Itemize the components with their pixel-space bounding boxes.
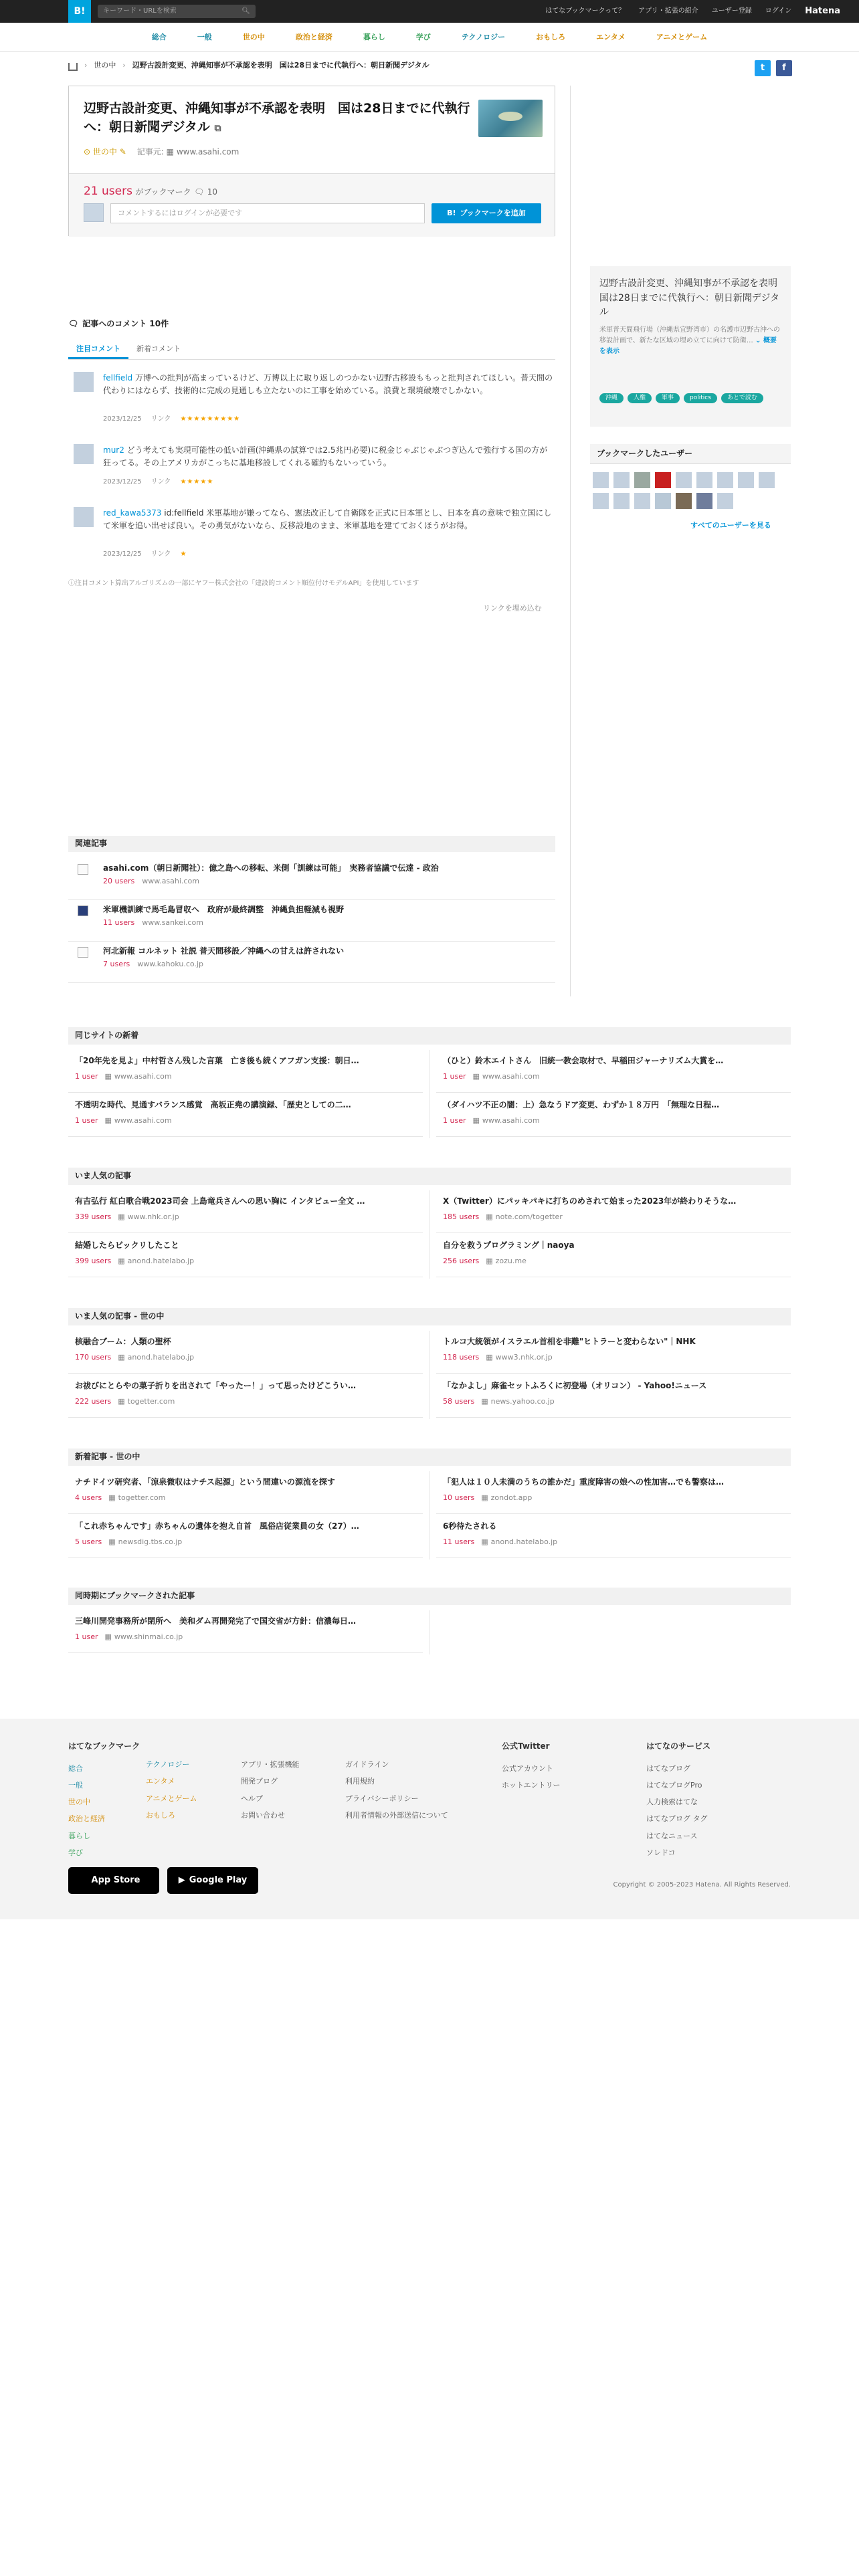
favicon-icon: ▦ — [108, 1493, 116, 1502]
nav-item[interactable]: テクノロジー — [461, 32, 506, 41]
article-domain[interactable]: anond.hatelabo.jp — [127, 1257, 195, 1265]
article-users[interactable]: 118 users — [443, 1353, 480, 1362]
play-icon: ▶ — [178, 1874, 185, 1885]
favicon-icon: ▦ — [486, 1212, 493, 1221]
footer-link[interactable]: はてなブログPro — [646, 1780, 702, 1790]
favicon-icon: ▦ — [481, 1397, 488, 1406]
twitter-share-icon[interactable]: t — [755, 60, 771, 76]
entry-category[interactable]: ⊙ 世の中 ✎ — [84, 147, 126, 156]
article-title[interactable]: 「これ赤ちゃんです」赤ちゃんの遺体を抱え自首 風俗店従業員の女（27）… — [75, 1521, 359, 1531]
article-domain[interactable]: www.asahi.com — [114, 1072, 172, 1081]
article-card[interactable] — [68, 1190, 423, 1233]
bookmark-icon: B! — [447, 209, 456, 218]
footer-services-links — [646, 1760, 710, 1862]
section-heading: 新着記事 - 世の中 — [68, 1448, 791, 1466]
comment-body — [103, 507, 554, 532]
related-title[interactable]: 河北新報 コルネット 社説 普天間移設／沖縄への甘えは許されない — [103, 946, 345, 956]
article-title[interactable]: お祓びにとらやの菓子折りを出されて「やったー！」って思ったけどこうい… — [75, 1381, 357, 1390]
footer-link[interactable]: 人力検索はてな — [646, 1798, 698, 1807]
bookmark-bar — [69, 173, 555, 237]
article-card[interactable] — [68, 1331, 423, 1374]
article-card[interactable] — [68, 1375, 423, 1418]
comments-heading-text: 記事へのコメント 10件 — [82, 319, 169, 328]
app-store-button[interactable] — [68, 1867, 159, 1894]
article-meta — [75, 1256, 194, 1267]
comment-input[interactable]: コメントするにはログインが必要です — [110, 203, 425, 223]
footer-link[interactable]: はてなブログ タグ — [646, 1814, 708, 1824]
external-link-icon[interactable]: ⧉ — [214, 122, 221, 134]
article-domain[interactable]: www.asahi.com — [114, 1116, 172, 1125]
article-card[interactable] — [68, 1515, 423, 1558]
article-domain[interactable]: anond.hatelabo.jp — [127, 1353, 195, 1362]
top-link[interactable]: ログイン — [765, 7, 792, 15]
nav-item[interactable]: 政治と経済 — [295, 32, 332, 41]
footer-link[interactable]: 政治と経済 — [68, 1814, 105, 1824]
article-title[interactable]: 不透明な時代、見通すバランス感覚 高坂正堯の講演録、「歴史としての二… — [75, 1100, 351, 1109]
article-card[interactable] — [436, 1094, 791, 1137]
article-meta — [443, 1493, 532, 1503]
comment-footer — [103, 477, 213, 488]
entry-box — [68, 86, 555, 236]
user-avatar[interactable] — [717, 472, 733, 488]
article-title[interactable]: 自分を救うプログラミング｜naoya — [443, 1241, 575, 1250]
article-users[interactable]: 1 user — [443, 1072, 466, 1081]
favicon-icon — [78, 905, 88, 916]
comment-text: 万博への批判が高まっているけど、万博以上に取り返しのつかない辺野古移設ももっと批判されてほしい。普天間の代わりにはならず、技術的に完成の見通しも立たないのに工事を始めている。浪費と環境破壊でしかない。 — [103, 373, 553, 396]
footer-link[interactable]: おもしろ — [146, 1810, 175, 1820]
favicon-icon: ▦ — [481, 1537, 488, 1546]
app-store-label: App Store — [91, 1874, 140, 1885]
related-title[interactable]: 米軍機訓練で馬毛島冒収へ 政府が最終調整 沖縄負担軽減も視野 — [103, 905, 345, 914]
footer-link[interactable]: エンタメ — [146, 1777, 175, 1786]
article-meta — [75, 1212, 179, 1222]
show-summary-label: 概要を表示 — [599, 337, 777, 355]
comments-heading — [68, 318, 169, 330]
article-users[interactable]: 339 users — [75, 1212, 112, 1221]
related-meta — [103, 876, 199, 887]
article-domain[interactable]: www.asahi.com — [482, 1116, 540, 1125]
footer-link[interactable]: お問い合わせ — [241, 1810, 285, 1820]
article-meta — [443, 1352, 553, 1363]
favicon-icon: ▦ — [472, 1116, 480, 1125]
favicon-icon: ▦ — [118, 1397, 125, 1406]
avatar — [84, 203, 104, 222]
article-users[interactable]: 1 user — [75, 1116, 98, 1125]
article-meta — [75, 1537, 182, 1547]
tag-chip[interactable]: 人権 — [628, 393, 652, 403]
article-meta — [75, 1352, 194, 1363]
avatar[interactable] — [74, 444, 94, 464]
top-link[interactable]: はてなブックマークって？ — [545, 7, 626, 15]
article-users[interactable]: 256 users — [443, 1257, 480, 1265]
tag-chip[interactable]: あとで読む — [721, 393, 763, 403]
article-card[interactable] — [436, 1050, 791, 1093]
article-card[interactable] — [436, 1190, 791, 1233]
top-links — [545, 0, 840, 23]
favicon-icon: ▦ — [104, 1072, 112, 1081]
entry-meta — [84, 146, 239, 158]
article-card[interactable] — [436, 1331, 791, 1374]
related-item[interactable] — [68, 859, 555, 900]
comment-date[interactable]: 2023/12/25 — [103, 478, 142, 486]
footer-twitter-title: 公式Twitter — [502, 1741, 550, 1751]
footer-link[interactable]: テクノロジー — [146, 1760, 190, 1769]
article-meta — [75, 1396, 175, 1407]
favicon-icon: ▦ — [472, 1072, 480, 1081]
footer-link[interactable]: ソレドコ — [646, 1848, 676, 1858]
article-title[interactable]: ナチドイツ研究者、「涼泉微収はナチス起源」という間違いの源流を探す — [75, 1477, 335, 1487]
footer-link[interactable]: プライバシーポリシー — [345, 1794, 419, 1803]
user-avatar[interactable] — [676, 472, 692, 488]
favicon-icon: ▦ — [486, 1257, 493, 1265]
nav-item[interactable]: 世の中 — [242, 32, 265, 41]
top-link[interactable]: アプリ・拡張の紹介 — [638, 7, 698, 15]
article-users[interactable]: 399 users — [75, 1257, 112, 1265]
comment-tab[interactable]: 注目コメント — [68, 340, 128, 359]
favicon-icon: ▦ — [108, 1537, 116, 1546]
article-meta — [443, 1115, 540, 1126]
article-meta — [443, 1212, 563, 1222]
article-users[interactable]: 170 users — [75, 1353, 112, 1362]
related-users[interactable]: 11 users — [103, 918, 135, 927]
user-avatar[interactable] — [738, 472, 754, 488]
footer-links-col4 — [345, 1756, 448, 1824]
article-card[interactable] — [68, 1050, 423, 1093]
section-heading: 同時期にブックマークされた記事 — [68, 1588, 791, 1605]
comment-body — [103, 444, 554, 469]
footer-link[interactable]: 利用規約 — [345, 1777, 375, 1786]
comment-link[interactable]: リンク — [151, 478, 171, 486]
article-users[interactable]: 222 users — [75, 1397, 112, 1406]
comment-user[interactable]: mur2 — [103, 445, 124, 455]
footer-link[interactable]: ホットエントリー — [502, 1780, 561, 1790]
article-domain[interactable]: news.yahoo.co.jp — [490, 1397, 555, 1406]
article-title[interactable]: 有吉弘行 紅白歌合戦2023司会 上島竜兵さんへの思い胸に インタビュー全文 … — [75, 1196, 365, 1206]
comment-count: 10 — [207, 187, 218, 197]
footer-cats1 — [68, 1760, 140, 1862]
show-summary-link[interactable]: ⌄ 概要を表示 — [599, 337, 777, 355]
copyright: Copyright © 2005-2023 Hatena. All Rights Reserved. — [613, 1881, 791, 1889]
article-users[interactable]: 185 users — [443, 1212, 480, 1221]
article-card[interactable] — [436, 1375, 791, 1418]
footer-link[interactable]: 公式アカウント — [502, 1763, 553, 1773]
article-domain[interactable]: zozu.me — [495, 1257, 527, 1265]
facebook-share-icon[interactable]: f — [776, 60, 792, 76]
bookmark-count — [84, 183, 217, 200]
tag-chip[interactable]: 沖縄 — [599, 393, 624, 403]
hatena-brand[interactable]: Hatena — [805, 5, 840, 16]
comment-tabs — [68, 340, 555, 360]
article-domain[interactable]: www.asahi.com — [482, 1072, 540, 1081]
tag-chip[interactable]: 軍事 — [656, 393, 680, 403]
comment-tab[interactable]: 新着コメント — [136, 344, 181, 353]
entry-domain[interactable]: www.asahi.com — [176, 147, 240, 156]
comment-text: id:fellfield 米軍基地が嫌ってなら、憲法改正して自衛隊を正式に日本軍とし、日本を真の意味で独立国にして米軍を追い出せば良い。その勇気がないなら、反移設地のまま、米軍基地を建てておくほうがお得。 — [103, 508, 552, 531]
comment-algorithm-note: ⓘ注目コメント算出アルゴリズムの一部にヤフー株式会社の「建設的コメント順位付けモデルAPI」を使用しています — [68, 580, 419, 587]
footer — [0, 1719, 859, 1919]
tag-chip[interactable]: politics — [684, 393, 717, 403]
add-bookmark-label: ブックマークを追加 — [460, 209, 526, 218]
nav-item[interactable]: エンタメ — [596, 32, 626, 41]
article-domain[interactable]: www.nhk.or.jp — [127, 1212, 179, 1221]
comment-icon: 🗨︎ — [68, 319, 79, 328]
footer-link[interactable]: はてなニュース — [646, 1831, 698, 1840]
article-meta — [443, 1256, 527, 1267]
section-heading: いま人気の記事 - 世の中 — [68, 1308, 791, 1325]
article-domain[interactable]: zondot.app — [490, 1493, 533, 1502]
footer-link[interactable]: はてなブログ — [646, 1763, 690, 1773]
footer-cats2 — [146, 1756, 197, 1824]
article-domain[interactable]: togetter.com — [118, 1493, 166, 1502]
footer-link[interactable]: アプリ・拡張機能 — [241, 1760, 300, 1769]
article-card[interactable] — [436, 1515, 791, 1558]
search-icon[interactable]: 🔍︎ — [242, 7, 250, 15]
avatar[interactable] — [74, 507, 94, 527]
breadcrumb — [68, 60, 429, 71]
article-title[interactable]: 「なかよし」麻雀セットふろくに初登場（オリコン） - Yahoo!ニュース — [443, 1381, 707, 1390]
article-card[interactable] — [68, 1235, 423, 1277]
favicon-icon: ▦ — [118, 1257, 125, 1265]
footer-link[interactable]: 学び — [68, 1848, 83, 1858]
comment-link[interactable]: リンク — [151, 415, 171, 423]
breadcrumb-category[interactable]: 世の中 — [94, 61, 116, 70]
favicon-icon: ▦ — [486, 1353, 493, 1362]
article-users[interactable]: 4 users — [75, 1493, 102, 1502]
user-avatar[interactable] — [655, 472, 671, 488]
article-title[interactable]: 三峰川開発事務所が閉所へ 美和ダム再開発完了で国交省が方針：信濃毎日… — [75, 1616, 357, 1626]
favicon-icon: ▦ — [104, 1116, 112, 1125]
related-users[interactable]: 20 users — [103, 877, 135, 885]
category-nav — [0, 23, 859, 52]
nav-item[interactable]: 総合 — [151, 32, 167, 41]
footer-twitter-col — [502, 1737, 561, 1794]
avatar[interactable] — [74, 372, 94, 392]
comment-link[interactable]: リンク — [151, 550, 171, 558]
related-title[interactable]: asahi.com（朝日新聞社）：億之島への移転、米側「訓練は可能」 実務者協議で伝達 - 政治 — [103, 863, 439, 873]
user-avatar[interactable] — [593, 493, 609, 509]
column-divider — [570, 86, 571, 996]
user-avatar[interactable] — [613, 493, 630, 509]
footer-link[interactable]: ガイドライン — [345, 1760, 389, 1769]
section-heading: いま人気の記事 — [68, 1168, 791, 1185]
hatena-bookmark-logo[interactable]: B! — [68, 0, 91, 23]
article-card[interactable] — [436, 1235, 791, 1277]
comment-text: どう考えても実現可能性の低い計画(沖縄県の試算では2.5兆円必要)に税金じゃぶじゃぶつぎ込んで強行する国の方が狂ってる。その上アメリカがこっちに基地移設してくれる確約もないっていう。 — [103, 445, 548, 468]
nav-item[interactable]: おもしろ — [536, 32, 566, 41]
article-title[interactable]: （ひと）鈴木エイトさん 旧統一教会取材で、早稲田ジャーナリズム大賞を… — [443, 1056, 724, 1065]
comment-user[interactable]: fellfield — [103, 373, 133, 383]
sidebar-summary — [590, 266, 791, 427]
comment-footer — [103, 550, 187, 560]
nav-item[interactable]: 一般 — [197, 32, 212, 41]
article-title[interactable]: トルコ大統領がイスラエル首相を非難"ヒトラーと変わらない"｜NHK — [443, 1337, 696, 1346]
article-title[interactable]: 「20年先を見よ」中村哲さん残した言葉 亡き後も続くアフガン支援：朝日… — [75, 1056, 359, 1065]
article-users[interactable]: 1 user — [443, 1116, 466, 1125]
entry-title[interactable] — [84, 100, 472, 136]
article-card[interactable] — [68, 1094, 423, 1137]
footer-link[interactable]: 世の中 — [68, 1798, 90, 1807]
summary-text: 米軍普天間飛行場（沖縄県宜野湾市）の名護市辺野古沖への移設計画で、新たな区域の埋め立てに向けて防衛… — [599, 326, 780, 344]
google-play-button[interactable] — [167, 1867, 258, 1894]
article-title[interactable]: 6秒待たされる — [443, 1521, 497, 1531]
article-domain[interactable]: togetter.com — [127, 1397, 175, 1406]
entry-title-text[interactable]: 辺野古設計変更、沖縄知事が不承認を表明 国は28日までに代執行へ：朝日新聞デジタル — [84, 101, 470, 134]
related-domain[interactable]: www.sankei.com — [142, 918, 203, 927]
star-icon[interactable]: ★★★★★ — [180, 478, 214, 486]
comment-user[interactable]: red_kawa5373 — [103, 508, 162, 518]
search-placeholder: キーワード・URLを検索 — [103, 7, 177, 15]
favicon-icon: ▦ — [118, 1212, 125, 1221]
favicon-icon: ▦ — [104, 1632, 112, 1641]
article-users[interactable]: 10 users — [443, 1493, 475, 1502]
article-domain[interactable]: www3.nhk.or.jp — [495, 1353, 553, 1362]
comment-icon: 🗨︎ — [194, 187, 205, 197]
related-item[interactable] — [68, 942, 555, 983]
related-domain[interactable]: www.kahoku.co.jp — [137, 960, 203, 968]
favicon-icon — [78, 864, 88, 875]
nav-item[interactable]: アニメとゲーム — [656, 32, 708, 41]
article-meta — [75, 1071, 172, 1082]
footer-link[interactable]: 一般 — [68, 1780, 83, 1790]
article-meta — [75, 1632, 183, 1642]
article-domain[interactable]: note.com/togetter — [495, 1212, 563, 1221]
comment-date[interactable]: 2023/12/25 — [103, 415, 142, 423]
footer-link[interactable]: 総合 — [68, 1763, 83, 1773]
favicon-icon: ▦ — [118, 1353, 125, 1362]
article-card[interactable] — [68, 1471, 423, 1514]
footer-twitter-links — [502, 1760, 561, 1794]
section-heading: 同じサイトの新着 — [68, 1027, 791, 1045]
star-icon[interactable]: ★ — [180, 550, 187, 558]
footer-link[interactable]: 暮らし — [68, 1831, 90, 1840]
all-users-link[interactable]: すべてのユーザーを見る — [690, 521, 771, 530]
footer-links-col3 — [241, 1756, 300, 1824]
article-users[interactable]: 1 user — [75, 1632, 98, 1641]
related-item[interactable] — [68, 900, 555, 942]
entry-thumbnail[interactable] — [478, 100, 543, 137]
article-users[interactable]: 58 users — [443, 1397, 475, 1406]
article-title[interactable]: （ダイハツ不正の闇：上）急なうドア変更、わずか１８万円 「無理な日程… — [443, 1100, 720, 1109]
related-heading: 関連記事 — [68, 836, 555, 852]
user-avatar[interactable] — [634, 472, 650, 488]
edit-icon[interactable]: ✎ — [119, 147, 126, 156]
users-suffix: がブックマーク — [135, 187, 191, 197]
article-card[interactable] — [68, 1610, 423, 1653]
nav-item[interactable]: 学び — [415, 32, 431, 41]
article-title[interactable]: 結婚したらビックリしたこと — [75, 1241, 179, 1250]
user-avatar[interactable] — [717, 493, 733, 509]
user-avatar[interactable] — [634, 493, 650, 509]
article-meta — [75, 1115, 172, 1126]
favicon-icon: ▦ — [481, 1493, 488, 1502]
google-play-label: Google Play — [189, 1874, 248, 1885]
footer-link[interactable]: 利用者情報の外部送信について — [345, 1810, 448, 1820]
footer-link[interactable]: ヘルプ — [241, 1794, 263, 1803]
article-meta — [443, 1396, 555, 1407]
entry-category-label: 世の中 — [92, 147, 117, 156]
article-meta — [75, 1493, 165, 1503]
user-avatar[interactable] — [759, 472, 775, 488]
embed-link[interactable]: リンクを埋め込む — [483, 604, 542, 613]
article-card[interactable] — [436, 1471, 791, 1514]
related-domain[interactable]: www.asahi.com — [142, 877, 199, 885]
footer-bookmark-title: はてなブックマーク — [68, 1741, 140, 1751]
related-users[interactable]: 7 users — [103, 960, 130, 968]
article-users[interactable]: 1 user — [75, 1072, 98, 1081]
home-icon[interactable] — [68, 63, 78, 71]
top-bar — [0, 0, 859, 23]
footer-services-col — [646, 1737, 710, 1861]
comment-date[interactable]: 2023/12/25 — [103, 550, 142, 558]
user-avatar[interactable] — [655, 493, 671, 509]
bookmarked-users-title: ブックマークしたユーザー — [590, 444, 791, 464]
user-avatar[interactable] — [696, 493, 712, 509]
bookmarked-users-grid — [593, 472, 791, 509]
domain-icon: ▦ — [166, 147, 174, 156]
article-domain[interactable]: www.shinmai.co.jp — [114, 1632, 183, 1641]
breadcrumb-separator: › — [84, 61, 88, 70]
top-link[interactable]: ユーザー登録 — [711, 7, 752, 15]
comment-footer — [103, 415, 240, 425]
article-meta — [443, 1071, 540, 1082]
tag-list — [599, 393, 780, 403]
users-count[interactable]: 21 users — [84, 185, 132, 198]
user-avatar[interactable] — [613, 472, 630, 488]
breadcrumb-separator: › — [122, 61, 126, 70]
user-avatar[interactable] — [593, 472, 609, 488]
star-icon[interactable]: ★★★★★★★★★ — [180, 415, 241, 423]
search-box[interactable] — [98, 5, 256, 18]
sidebar-summary-text — [599, 325, 781, 357]
article-meta — [443, 1537, 557, 1547]
add-bookmark-button[interactable] — [432, 203, 541, 223]
related-meta — [103, 918, 203, 928]
footer-link[interactable]: アニメとゲーム — [146, 1794, 197, 1803]
article-domain[interactable]: newsdig.tbs.co.jp — [118, 1537, 183, 1546]
footer-link[interactable]: 開発ブログ — [241, 1777, 278, 1786]
comment-body — [103, 372, 554, 397]
article-domain[interactable]: anond.hatelabo.jp — [490, 1537, 558, 1546]
article-users[interactable]: 11 users — [443, 1537, 475, 1546]
article-title[interactable]: 核融合ブーム：人類の聖杯 — [75, 1337, 171, 1346]
article-users[interactable]: 5 users — [75, 1537, 102, 1546]
article-title[interactable]: X（Twitter）にパッキパキに打ちのめされて始まった2023年が終わりそうな… — [443, 1196, 737, 1206]
article-title[interactable]: 「犯人は１０人未満のうちの誰かだ」重度障害の娘への性加害…でも警察は… — [443, 1477, 725, 1487]
user-avatar[interactable] — [676, 493, 692, 509]
source-label: 記事元: — [136, 147, 164, 156]
share-buttons — [755, 60, 792, 76]
footer-bookmark-col — [68, 1737, 140, 1861]
breadcrumb-title: 辺野古設計変更、沖縄知事が不承認を表明 国は28日までに代執行へ：朝日新聞デジタル — [132, 61, 430, 70]
nav-item[interactable]: 暮らし — [363, 32, 385, 41]
sidebar-title[interactable]: 辺野古設計変更、沖縄知事が不承認を表明 国は28日までに代執行へ：朝日新聞デジタル — [599, 278, 787, 318]
user-avatar[interactable] — [696, 472, 712, 488]
footer-services-title: はてなのサービス — [646, 1741, 711, 1751]
related-meta — [103, 959, 203, 970]
favicon-icon — [78, 947, 88, 958]
